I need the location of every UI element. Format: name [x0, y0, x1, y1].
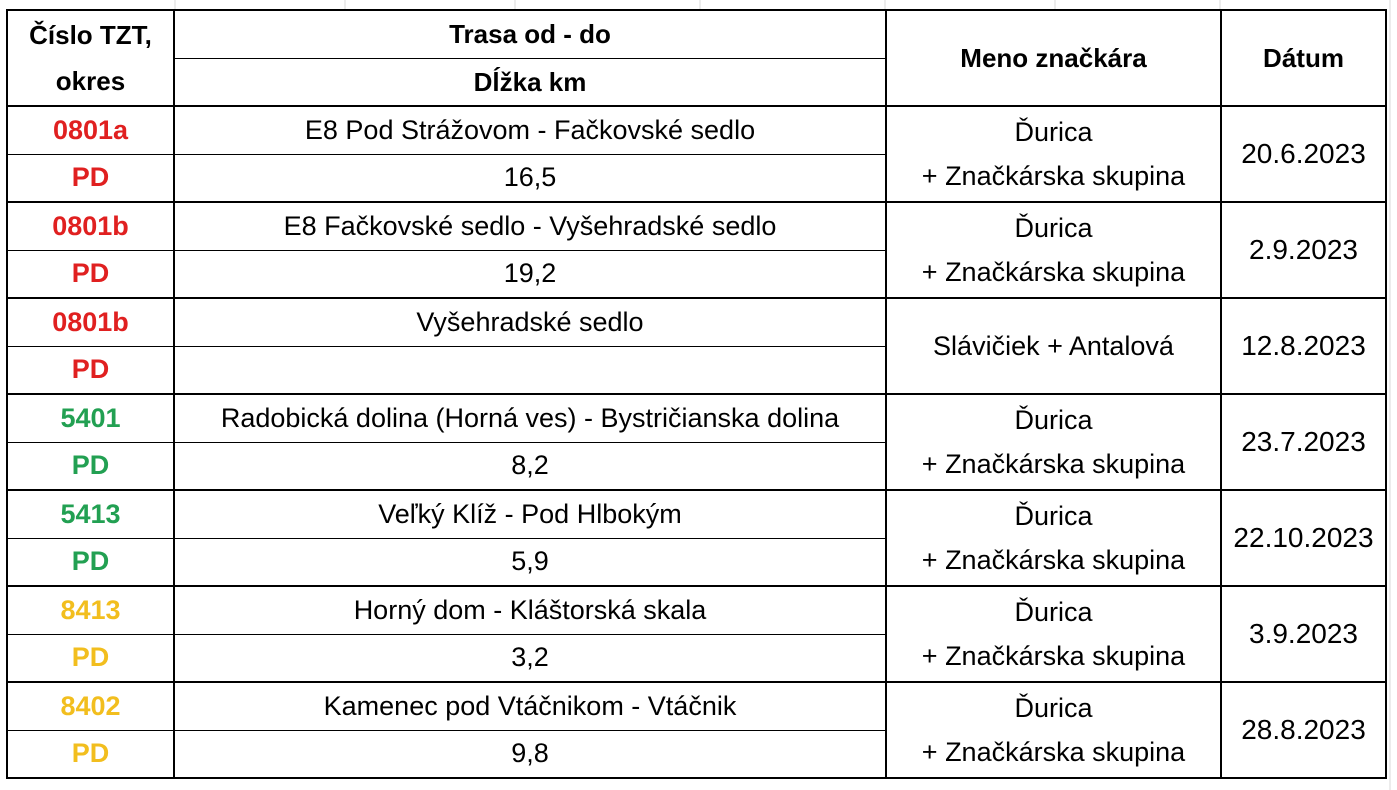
- route-name: Horný dom - Kláštorská skala: [174, 586, 886, 634]
- route-length: [174, 346, 886, 394]
- route-length: 16,5: [174, 154, 886, 202]
- header-row: [7, 10, 1386, 58]
- header-length: Dĺžka km: [174, 58, 886, 106]
- route-name: E8 Fačkovské sedlo - Vyšehradské sedlo: [174, 202, 886, 250]
- tzt-code: 5401: [7, 394, 174, 442]
- table-row: [7, 682, 1386, 730]
- route-length: 8,2: [174, 442, 886, 490]
- header-tzt-okres: [7, 10, 174, 106]
- marking-date: 2.9.2023: [1221, 202, 1386, 298]
- header-date: Dátum: [1221, 10, 1386, 106]
- route-name: Vyšehradské sedlo: [174, 298, 886, 346]
- marker-name-line: Ďurica: [1014, 501, 1093, 531]
- header-tzt-line2: okres: [55, 66, 126, 96]
- okres: PD: [7, 154, 174, 202]
- marker-name-cell: [886, 202, 1221, 298]
- route-name: Kamenec pod Vtáčnikom - Vtáčnik: [174, 682, 886, 730]
- marking-date: 28.8.2023: [1221, 682, 1386, 778]
- marker-name-line: + Značkárska skupina: [921, 641, 1186, 671]
- table-row: [7, 586, 1386, 634]
- table-row: [7, 394, 1386, 442]
- marker-name-line: + Značkárska skupina: [921, 257, 1186, 287]
- marker-name-line: + Značkárska skupina: [921, 161, 1186, 191]
- marker-name-cell: [886, 490, 1221, 586]
- marking-date: 23.7.2023: [1221, 394, 1386, 490]
- marker-name-cell: [886, 394, 1221, 490]
- marking-date: 3.9.2023: [1221, 586, 1386, 682]
- marker-name-line: Ďurica: [1014, 213, 1093, 243]
- okres: PD: [7, 634, 174, 682]
- table-row: [7, 202, 1386, 250]
- trail-marking-table: [6, 9, 1387, 779]
- route-length: 3,2: [174, 634, 886, 682]
- route-length: 9,8: [174, 730, 886, 778]
- header-tzt-line1: Číslo TZT,: [29, 20, 152, 50]
- route-length: 5,9: [174, 538, 886, 586]
- okres: PD: [7, 250, 174, 298]
- marking-date: 20.6.2023: [1221, 106, 1386, 202]
- tzt-code: 8402: [7, 682, 174, 730]
- okres: PD: [7, 346, 174, 394]
- table-row: [7, 106, 1386, 154]
- tzt-code: 0801b: [7, 202, 174, 250]
- marking-date: 12.8.2023: [1221, 298, 1386, 394]
- table-row: [7, 490, 1386, 538]
- tzt-code: 5413: [7, 490, 174, 538]
- marker-name-line: Slávičiek + Antalová: [933, 331, 1174, 361]
- marker-name-line: Ďurica: [1014, 597, 1093, 627]
- marker-name-line: Ďurica: [1014, 405, 1093, 435]
- route-length: 19,2: [174, 250, 886, 298]
- marker-name-cell: [886, 682, 1221, 778]
- marker-name-line: + Značkárska skupina: [921, 545, 1186, 575]
- tzt-code: 0801a: [7, 106, 174, 154]
- okres: PD: [7, 538, 174, 586]
- okres: PD: [7, 442, 174, 490]
- route-name: Radobická dolina (Horná ves) - Bystričianska dolina: [174, 394, 886, 442]
- table-row: [7, 298, 1386, 346]
- marker-name-cell: [886, 298, 1221, 394]
- route-name: Veľký Klíž - Pod Hlbokým: [174, 490, 886, 538]
- marking-date: 22.10.2023: [1221, 490, 1386, 586]
- header-marker-name: Meno značkára: [886, 10, 1221, 106]
- okres: PD: [7, 730, 174, 778]
- route-name: E8 Pod Strážovom - Fačkovské sedlo: [174, 106, 886, 154]
- marker-name-line: Ďurica: [1014, 693, 1093, 723]
- marker-name-line: Ďurica: [1014, 117, 1093, 147]
- tzt-code: 8413: [7, 586, 174, 634]
- marker-name-cell: [886, 586, 1221, 682]
- marker-name-cell: [886, 106, 1221, 202]
- header-route: Trasa od - do: [174, 10, 886, 58]
- marker-name-line: + Značkárska skupina: [921, 449, 1186, 479]
- tzt-code: 0801b: [7, 298, 174, 346]
- marker-name-line: + Značkárska skupina: [921, 737, 1186, 767]
